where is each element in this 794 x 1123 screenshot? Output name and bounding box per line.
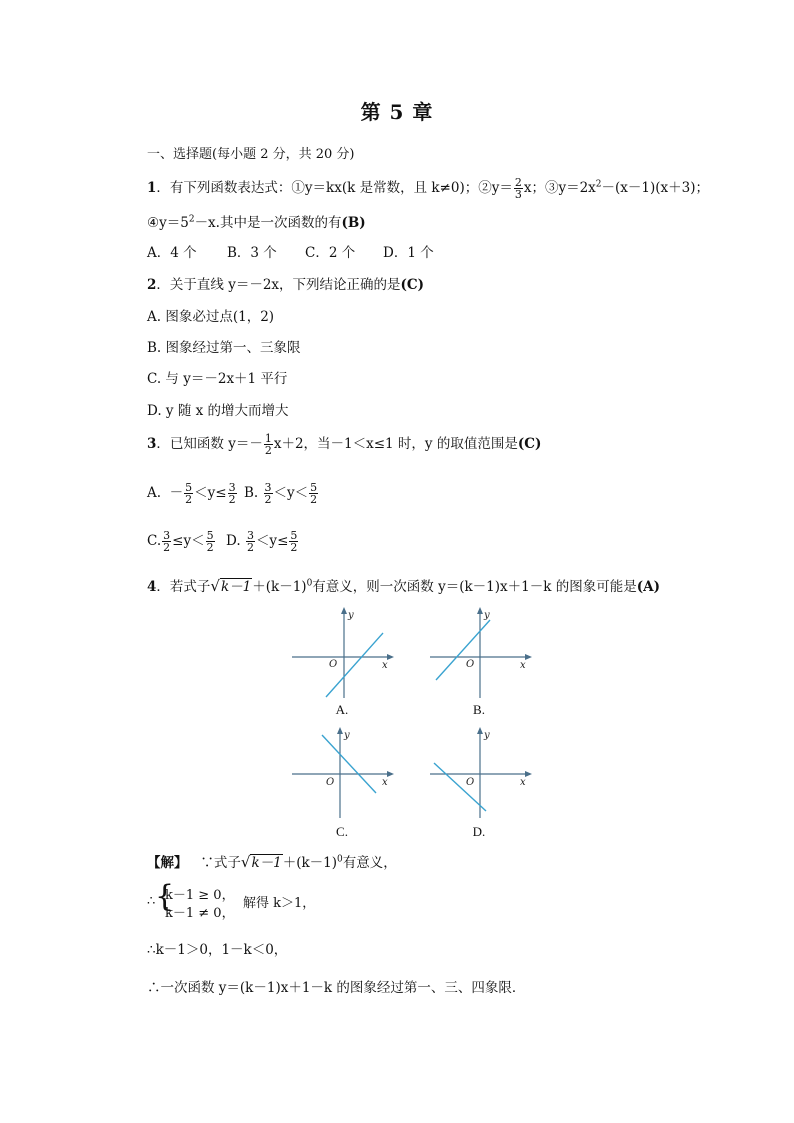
q3-text-a: ．已知函数 y＝－ (156, 436, 263, 452)
q2-option-c: C. 与 y＝－2x＋1 平行 (147, 371, 288, 387)
graph-d-line (434, 763, 486, 811)
graph-c-x-arrow-icon (387, 771, 394, 777)
q3-opt-d-left-num: 3 (246, 529, 254, 542)
question-1-line-2 (147, 211, 366, 231)
question-2-number: 2 (147, 277, 157, 293)
q1-option-d: D．1 个 (383, 245, 434, 261)
graph-c-origin-label: O (326, 777, 335, 788)
question-2-stem (147, 273, 424, 293)
q3-opt-c-left-num: 3 (163, 529, 171, 542)
q1-fraction (514, 177, 523, 200)
q3-opt-d-right-den: 2 (290, 541, 298, 554)
q4-text-a: ．若式子 (156, 579, 211, 595)
sqrt-radical-icon: √ (210, 577, 220, 595)
q3-opt-c-right-num: 5 (206, 529, 214, 542)
q3-opt-c-right-den: 2 (206, 541, 214, 554)
q1-text-d: －(x－1)(x＋3)； (601, 180, 710, 196)
q3-opt-b-right-num: 5 (310, 481, 318, 494)
graph-c-caption: C. (336, 824, 348, 839)
q1-frac-num: 2 (514, 176, 522, 189)
page-title: 第 5 章 (360, 100, 434, 124)
question-3-number: 3 (147, 436, 157, 452)
q3-opt-a-right-num: 3 (228, 481, 236, 494)
q3-opt-b-left-num: 3 (264, 481, 272, 494)
solution-text-c: 有意义， (342, 855, 397, 871)
q2-option-d: D. y 随 x 的增大而增大 (147, 403, 289, 419)
q3-answer: (C) (517, 436, 542, 452)
graph-b-x-label: x (520, 660, 526, 671)
q4-answer: (A) (636, 579, 660, 595)
q3-opt-d-right-num: 5 (290, 529, 298, 542)
q1-option-b: B．3 个 (227, 245, 277, 261)
graph-c (288, 725, 398, 820)
question-4-stem (147, 575, 660, 595)
graph-b-caption: B. (473, 702, 485, 717)
graph-a-caption: A. (335, 702, 349, 717)
graph-d-x-label: x (520, 777, 526, 788)
q3-opt-d-left (246, 530, 255, 553)
graph-d-origin-label: O (466, 777, 475, 788)
graph-b (426, 605, 536, 700)
q3-opt-c-mid: ≤y＜ (172, 533, 205, 549)
graph-c-y-arrow-icon (337, 727, 343, 734)
solution-exp: 0 (337, 854, 343, 865)
question-3-stem (147, 432, 541, 456)
graph-c-y-label: y (344, 730, 350, 741)
q3-opt-c-right (206, 530, 215, 553)
q1-text-a: ．有下列函数表达式：① (156, 180, 305, 196)
solution-line-1 (147, 851, 397, 871)
graph-b-origin-label: O (466, 659, 475, 670)
solution-radicand: k－1 (251, 855, 282, 871)
system-equation-1: k－1 ≥ 0， (165, 888, 235, 903)
question-1-line-1 (147, 176, 709, 200)
q4-exp: 0 (306, 578, 313, 589)
section-heading: 一、选择题(每小题 2 分，共 20 分) (147, 147, 355, 162)
graph-a (288, 605, 398, 700)
graph-b-y-label: y (484, 610, 490, 621)
graph-a-y-arrow-icon (341, 607, 347, 614)
q3-opt-a-label: A. (147, 485, 162, 501)
graph-b-line (436, 620, 490, 680)
graph-a-x-label: x (382, 660, 388, 671)
graph-d (426, 725, 536, 820)
q2-answer: (C) (400, 277, 425, 293)
solution-text-a: ∵式子 (200, 855, 241, 871)
q3-opt-d-mid: ＜y≤ (255, 533, 289, 549)
q3-option-d (226, 529, 299, 553)
question-1-number: 1 (147, 180, 157, 196)
q1-text-e: ④y＝5 (147, 215, 189, 231)
graph-b-y-arrow-icon (477, 607, 483, 614)
q1-text-f: －x.其中是一次函数的有 (194, 215, 342, 231)
q3-text-b: x＋2，当－1＜x≤1 时，y 的取值范围是 (273, 436, 518, 452)
solution-tag: 【解】 (147, 855, 188, 871)
q3-opt-d-label: D. (226, 533, 241, 549)
q4-text-b: ＋(k－1) (252, 579, 307, 595)
q3-opt-c-left (162, 530, 171, 553)
q3-frac-num: 1 (264, 432, 272, 445)
q3-opt-b-label: B. (244, 485, 259, 501)
system-equation-2: k－1 ≠ 0， (165, 906, 235, 921)
q3-opt-a-left (184, 482, 193, 505)
graph-c-x-label: x (382, 777, 388, 788)
graph-a-origin-label: O (329, 659, 338, 670)
graph-a-y-label: y (348, 610, 354, 621)
q3-opt-a-left-num: 5 (185, 481, 193, 494)
q3-opt-c-label: C. (147, 533, 162, 549)
q1-option-a: A．4 个 (147, 245, 197, 261)
question-4-number: 4 (147, 579, 157, 595)
q3-opt-b-right (309, 482, 318, 505)
sqrt-radical-icon-2: √ (240, 853, 251, 871)
q1-text-b: y＝kx(k 是常数，且 k≠0)；②y＝ (304, 180, 513, 196)
q4-radicand: k－1 (220, 579, 252, 595)
graph-a-x-arrow-icon (387, 654, 394, 660)
q3-option-b (244, 481, 319, 505)
graph-d-x-arrow-icon (525, 771, 532, 777)
solution-text-b: ＋(k－1) (282, 855, 338, 871)
q1-answer: (B) (341, 215, 366, 231)
q1-frac-den: 3 (514, 188, 522, 201)
q2-option-b: B. 图象经过第一、三象限 (147, 340, 301, 356)
q3-opt-a-left-den: 2 (185, 493, 193, 506)
q3-opt-b-left-den: 2 (264, 493, 272, 506)
solution-solve-text: 解得 k＞1， (243, 896, 316, 911)
graph-b-x-arrow-icon (525, 654, 532, 660)
q3-option-a: A. － $\frac{5}{2}$ ＜y≤ $\frac{3}{2}$ (147, 481, 236, 506)
graph-d-caption: D. (472, 824, 486, 839)
q2-text: ．关于直线 y＝－2x，下列结论正确的是 (156, 277, 401, 293)
q1-option-c: C．2 个 (305, 245, 356, 261)
q3-opt-b-left (264, 482, 273, 505)
q1-exp-2b: 2 (188, 214, 195, 225)
q3-opt-a-right (228, 482, 237, 505)
q3-frac-den: 2 (264, 444, 272, 457)
q3-opt-b-right-den: 2 (310, 493, 318, 506)
solution-line-3: ∴k－1＞0，1－k＜0， (147, 942, 288, 958)
q3-opt-c-left-den: 2 (163, 541, 171, 554)
q3-opt-b-mid: ＜y＜ (273, 485, 309, 501)
q1-exp-2: 2 (595, 179, 602, 190)
q4-text-c: 有意义，则一次函数 y＝(k－1)x＋1－k 的图象可能是 (312, 579, 637, 595)
q3-opt-a-right-den: 2 (228, 493, 236, 506)
therefore-symbol: ∴ (147, 894, 156, 909)
q3-fraction (264, 433, 273, 456)
q3-opt-d-right (289, 530, 298, 553)
q3-opt-a-mid: ＜y≤ (194, 485, 227, 501)
left-brace-icon: { (155, 879, 175, 914)
graph-d-y-label: y (484, 730, 490, 741)
q1-text-c: x；③y＝2x (523, 180, 596, 196)
q2-option-a: A. 图象必过点(1，2) (147, 309, 275, 325)
q3-option-c (147, 529, 216, 553)
graph-d-y-arrow-icon (477, 727, 483, 734)
solution-line-4: ∴一次函数 y＝(k－1)x＋1－k 的图象经过第一、三、四象限． (147, 980, 526, 996)
q3-opt-d-left-den: 2 (246, 541, 254, 554)
